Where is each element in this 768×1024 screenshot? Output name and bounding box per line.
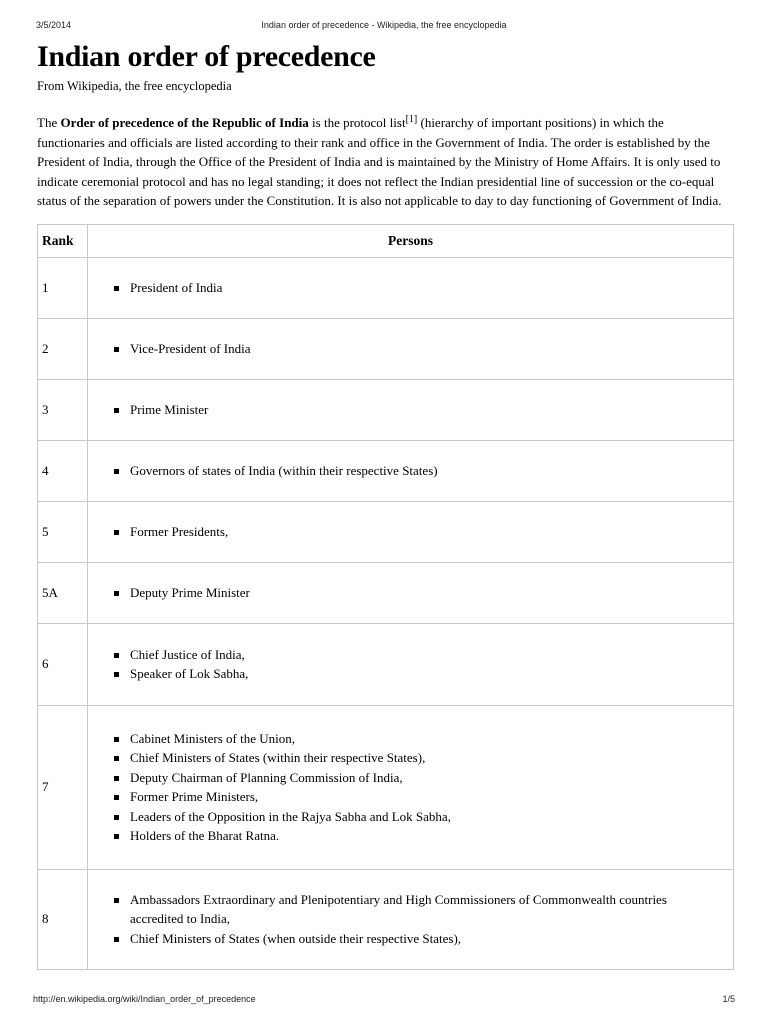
- rank-cell: 6: [38, 623, 88, 705]
- table-header-row: [38, 224, 734, 257]
- intro-text-3: (hierarchy of important positions) in which the functionaries and officials are listed according to their rank and office in the Government of India. The order is established by the President of India, through the Office of the President of India and is maintained by the Ministry of Home Affairs. It is only used to indicate ceremonial protocol and has no legal standing; it does not reflect the Indian presidential line of succession or the co-equal status of the separation of powers under the Constitution. It is also not applicable to day to day functioning of Government of India.: [37, 115, 722, 208]
- list-item[interactable]: Deputy Chairman of Planning Commission of India,: [130, 768, 723, 788]
- persons-list: [88, 522, 733, 542]
- list-item[interactable]: Speaker of Lok Sabha,: [130, 664, 723, 684]
- page-title: Indian order of precedence: [37, 40, 376, 73]
- persons-list: [88, 729, 733, 846]
- rank-cell: 7: [38, 705, 88, 869]
- table-row: [38, 318, 734, 379]
- print-footer: [0, 990, 768, 1024]
- article-content: [37, 38, 734, 970]
- table-row: [38, 501, 734, 562]
- rank-cell: 5: [38, 501, 88, 562]
- list-item[interactable]: Former Prime Ministers,: [130, 787, 723, 807]
- table-row: [38, 562, 734, 623]
- list-item[interactable]: Governors of states of India (within their respective States): [130, 461, 723, 481]
- table-row: [38, 623, 734, 705]
- print-date: 3/5/2014: [36, 20, 72, 30]
- intro-bold-term: Order of precedence of the Republic of India: [60, 115, 309, 130]
- persons-cell: [88, 869, 734, 969]
- rank-cell: 5A: [38, 562, 88, 623]
- table-row: [38, 705, 734, 869]
- persons-list: [88, 583, 733, 603]
- persons-list: [88, 645, 733, 684]
- print-page-title: Indian order of precedence - Wikipedia, the free encyclopedia: [261, 20, 507, 30]
- list-item[interactable]: Chief Ministers of States (when outside their respective States),: [130, 929, 723, 949]
- citation-link[interactable]: [1]: [405, 114, 418, 125]
- table-row: [38, 379, 734, 440]
- intro-paragraph: [37, 113, 734, 211]
- persons-list: [88, 278, 733, 298]
- persons-cell: [88, 318, 734, 379]
- rank-column-header: Rank: [38, 224, 88, 257]
- persons-list: [88, 461, 733, 481]
- table-body: [38, 257, 734, 969]
- list-item[interactable]: Leaders of the Opposition in the Rajya Sabha and Lok Sabha,: [130, 807, 723, 827]
- persons-cell: [88, 562, 734, 623]
- list-item[interactable]: Cabinet Ministers of the Union,: [130, 729, 723, 749]
- persons-cell: [88, 257, 734, 318]
- intro-text-1: The: [37, 115, 61, 130]
- persons-list: [88, 400, 733, 420]
- rank-cell: 1: [38, 257, 88, 318]
- page-number: 1/5: [722, 994, 735, 1004]
- rank-cell: 4: [38, 440, 88, 501]
- list-item[interactable]: Ambassadors Extraordinary and Plenipotentiary and High Commissioners of Commonwealth countries accredited to India,: [130, 890, 723, 929]
- persons-list: [88, 890, 733, 949]
- persons-cell: [88, 379, 734, 440]
- list-item[interactable]: Vice-President of India: [130, 339, 723, 359]
- list-item[interactable]: Former Presidents,: [130, 522, 723, 542]
- list-item[interactable]: President of India: [130, 278, 723, 298]
- table-row: [38, 869, 734, 969]
- print-header: [0, 0, 768, 30]
- list-item[interactable]: Prime Minister: [130, 400, 723, 420]
- rank-cell: 2: [38, 318, 88, 379]
- table-row: [38, 440, 734, 501]
- article-subtitle: From Wikipedia, the free encyclopedia: [37, 79, 232, 93]
- precedence-table: [37, 224, 734, 970]
- persons-cell: [88, 705, 734, 869]
- list-item[interactable]: Chief Justice of India,: [130, 645, 723, 665]
- list-item[interactable]: Chief Ministers of States (within their respective States),: [130, 748, 723, 768]
- persons-cell: [88, 623, 734, 705]
- print-url: http://en.wikipedia.org/wiki/Indian_order_of_precedence: [33, 994, 256, 1004]
- intro-text-2: is the protocol list: [308, 115, 406, 130]
- list-item[interactable]: Deputy Prime Minister: [130, 583, 723, 603]
- list-item[interactable]: Holders of the Bharat Ratna.: [130, 826, 723, 846]
- persons-cell: [88, 501, 734, 562]
- persons-cell: [88, 440, 734, 501]
- table-row: [38, 257, 734, 318]
- rank-cell: 8: [38, 869, 88, 969]
- rank-cell: 3: [38, 379, 88, 440]
- persons-column-header: Persons: [88, 224, 734, 257]
- persons-list: [88, 339, 733, 359]
